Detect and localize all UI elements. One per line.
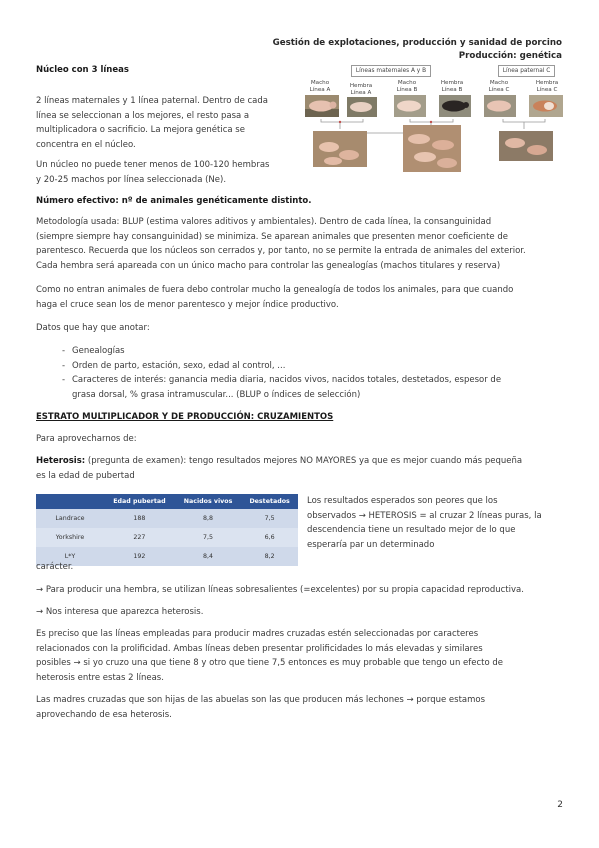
text-line xyxy=(36,454,571,469)
nucleo-paragraph-1 xyxy=(36,94,286,152)
label-hembra-linea-c: Hembra Línea C xyxy=(535,80,559,93)
header-subtitle: Producción: genética xyxy=(458,51,562,61)
table-cell: 6,6 xyxy=(241,528,298,547)
text-line: posibles → si yo cruzo una que tiene 8 y otro que tiene 7,5 entonces es muy probable que tengo un efecto de xyxy=(36,658,504,669)
text-line: 2 líneas maternales y 1 línea paternal. Dentro de cada xyxy=(36,96,268,106)
table-cell: L*Y xyxy=(36,547,104,566)
label-macho-linea-b: Macho Línea B xyxy=(396,80,418,93)
maternal-lines-box: Líneas maternales A y B xyxy=(351,65,431,77)
text-line: Genealogías xyxy=(72,346,125,356)
bullet-dash: - xyxy=(62,375,66,386)
heterosis-paragraph xyxy=(36,454,571,483)
text-line: (siempre siempre hay consanguinidad) se minimiza. Se aparean animales que presenten menor coeficiente de xyxy=(36,231,508,242)
paternal-line-box: Línea paternal C xyxy=(498,65,555,77)
text-line: y 20-25 machos por línea seleccionada (Ne). xyxy=(36,174,227,185)
table-row xyxy=(36,528,298,547)
table-cell: 8,8 xyxy=(175,509,241,528)
pig-photo-macho-c xyxy=(484,95,516,117)
label-macho-linea-c: Macho Línea C xyxy=(488,80,510,93)
label-hembra-linea-b: Hembra Línea B xyxy=(440,80,464,93)
offspring-photo-abc xyxy=(499,131,553,161)
text-line: observados → HETEROSIS = al cruzar 2 líneas puras, la xyxy=(307,510,542,521)
pig-photo-macho-a xyxy=(305,95,339,117)
table-cell: 7,5 xyxy=(241,509,298,528)
genealogy-paragraph xyxy=(36,283,571,312)
text-line: parentesco. Recuerda que los núcleos son cerrados y, por tanto, no se permite la entrada de animales del exterior. xyxy=(36,246,526,257)
page-number: 2 xyxy=(557,800,563,810)
text-line: aprovechando de esa heterosis. xyxy=(36,709,172,720)
prolificacy-paragraph xyxy=(36,627,571,685)
table-cell: 192 xyxy=(104,547,175,566)
label-macho-linea-a: Macho Línea A xyxy=(309,80,331,93)
section-heading-nucleo: Núcleo con 3 líneas xyxy=(36,65,129,75)
text-line: concentra en el núcleo. xyxy=(36,139,136,150)
methodology-paragraph xyxy=(36,215,571,273)
caracter-text: carácter. xyxy=(36,562,74,572)
section-heading-cruzamientos: ESTRATO MULTIPLICADOR Y DE PRODUCCIÓN: CRUZAMIENTOS xyxy=(36,412,334,422)
text-line: Los resultados esperados son peores que los xyxy=(307,496,498,506)
table-cell: 227 xyxy=(104,528,175,547)
text-line: Es preciso que las líneas empleadas para producir madres cruzadas estén seleccionadas por caracteres xyxy=(36,629,479,639)
offspring-photo-ab2 xyxy=(403,125,461,172)
text-line: Caracteres de interés: ganancia media diaria, nacidos vivos, nacidos totales, destetados, espesor de xyxy=(72,375,502,386)
text-line: Cada hembra será apareada con un único macho para controlar las genealogías (machos titulares y reserva) xyxy=(36,260,501,271)
header-title: Gestión de explotaciones, producción y sanidad de porcino xyxy=(272,38,562,48)
crossbred-mothers-paragraph xyxy=(36,693,571,722)
heterosis-text: (pregunta de examen): tengo resultados mejores NO MAYORES ya que es mejor cuando más pequeña xyxy=(85,456,523,466)
section2-intro: Para aprovecharnos de: xyxy=(36,434,137,444)
table-cell: 7,5 xyxy=(175,528,241,547)
label-hembra-linea-a: Hembra Línea A xyxy=(349,83,373,96)
heterosis-label: Heterosis: xyxy=(36,456,86,466)
text-line: línea se seleccionan a los mejores, el resto pasa a xyxy=(36,110,250,121)
data-bullet-list xyxy=(62,344,572,402)
data-intro: Datos que hay que anotar: xyxy=(36,323,150,333)
pig-photo-hembra-a xyxy=(347,97,377,117)
table-header-cell: Destetados xyxy=(241,494,298,509)
heterosis-table xyxy=(36,494,298,566)
text-line: descendencia tiene un resultado mejor de lo que xyxy=(307,525,516,536)
text-line: esperaría par un determinado xyxy=(307,539,435,550)
bullet-item xyxy=(62,359,572,374)
table-cell: Yorkshire xyxy=(36,528,104,547)
breeding-lines-figure xyxy=(303,62,565,172)
table-cell: Landrace xyxy=(36,509,104,528)
table-header-cell: Edad pubertad xyxy=(104,494,175,509)
bullet-dash: - xyxy=(62,346,66,356)
table-row xyxy=(36,509,298,528)
text-line: heterosis entre estas 2 líneas. xyxy=(36,672,164,683)
table-header-row xyxy=(36,494,298,509)
text-line: multiplicadora o sacrificio. La mejora genética se xyxy=(36,125,245,136)
table-cell: 188 xyxy=(104,509,175,528)
results-paragraph xyxy=(307,494,572,552)
text-line: Un núcleo no puede tener menos de 100-120 hembras xyxy=(36,160,270,170)
arrow-line-1: → Para producir una hembra, se utilizan líneas sobresalientes (=excelentes) por su propia capacidad reproductiva. xyxy=(36,585,524,595)
pig-photo-hembra-b xyxy=(439,95,471,117)
table-cell: 8,2 xyxy=(241,547,298,566)
nucleo-paragraph-2 xyxy=(36,158,296,187)
table-cell: 8,4 xyxy=(175,547,241,566)
bullet-dash: - xyxy=(62,360,66,371)
text-line: Las madres cruzadas que son hijas de las abuelas son las que producen más lechones → porque estamos xyxy=(36,695,486,705)
pig-photo-hembra-c xyxy=(529,95,563,117)
pig-photos xyxy=(303,95,565,172)
arrow-line-2: → Nos interesa que aparezca heterosis. xyxy=(36,607,204,617)
table-header-cell xyxy=(36,494,104,509)
text-line: relacionados con la prolificidad. Ambas líneas deben presentar prolificidades lo más elevadas y similares xyxy=(36,643,483,654)
text-line: Metodología usada: BLUP (estima valores aditivos y ambientales). Dentro de cada línea, la consanguinidad xyxy=(36,217,492,227)
ne-heading: Número efectivo: nº de animales genéticamente distinto. xyxy=(36,196,312,206)
text-line: grasa dorsal, % grasa intramuscular... (BLUP o índices de selección) xyxy=(72,389,361,400)
text-line: haga el cruce sean los de menor parentesco y mejor índice productivo. xyxy=(36,299,339,310)
text-line: Como no entran animales de fuera debo controlar mucho la genealogía de todos los animales, para que cuando xyxy=(36,285,514,295)
table-header-cell: Nacidos vivos xyxy=(175,494,241,509)
text-line: Orden de parto, estación, sexo, edad al control, ... xyxy=(72,360,286,371)
table-row xyxy=(36,547,298,566)
bullet-item xyxy=(62,373,572,402)
pig-photo-macho-b xyxy=(394,95,426,117)
text-line: es la edad de pubertad xyxy=(36,470,135,481)
bullet-item xyxy=(62,344,572,359)
offspring-photo-ab xyxy=(313,131,367,167)
